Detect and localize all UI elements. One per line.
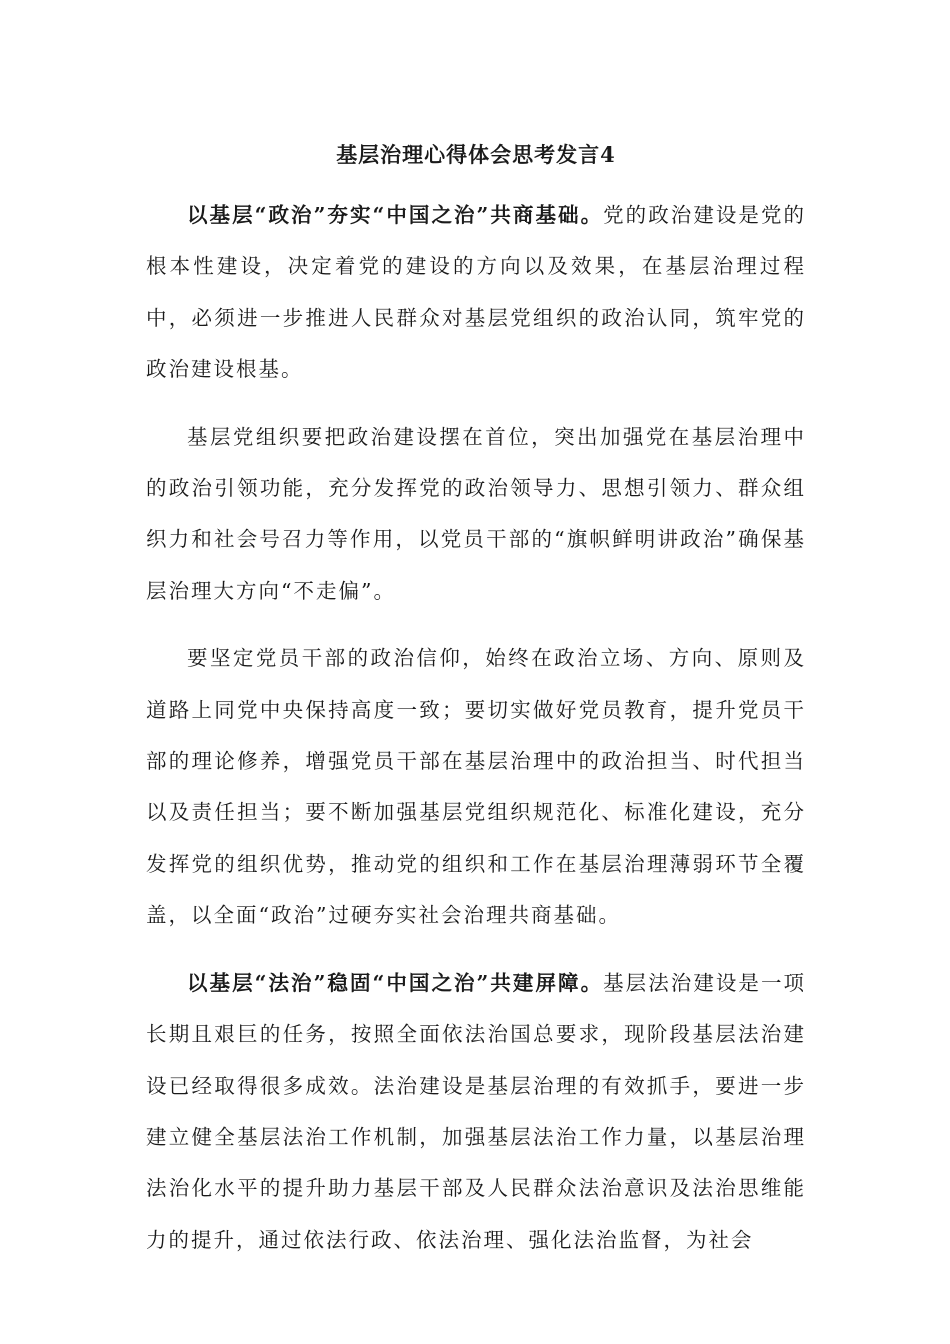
paragraph-2	[146, 412, 806, 618]
paragraph-4	[146, 958, 806, 1266]
paragraph-4-text: 基层法治建设是一项长期且艰巨的任务，按照全面依法治国总要求，现阶段基层法治建设已经取得很多成效。法治建设是基层治理的有效抓手，要进一步建立健全基层法治工作机制，加强基层法治工作力量，以基层治理法治化水平的提升助力基层干部及人民群众法治意识及法治思维能力的提升，通过依法行政、依法治理、强化法治监督，为社会	[146, 970, 807, 1252]
paragraph-3-text: 要坚定党员干部的政治信仰，始终在政治立场、方向、原则及道路上同党中央保持高度一致；要切实做好党员教育，提升党员干部的理论修养，增强党员干部在基层治理中的政治担当、时代担当以及责任担当；要不断加强基层党组织规范化、标准化建设，充分发挥党的组织优势，推动党的组织和工作在基层治理薄弱环节全覆盖，以全面“政治”过硬夯实社会治理共商基础。	[146, 646, 806, 928]
paragraph-1	[146, 190, 806, 396]
document-title: 基层治理心得体会思考发言4	[336, 142, 616, 167]
paragraph-4-lead: 以基层“法治”稳固“中国之治”共建屏障。	[187, 970, 604, 995]
paragraph-1-text: 党的政治建设是党的根本性建设，决定着党的建设的方向以及效果，在基层治理过程中，必须进一步推进人民群众对基层党组织的政治认同，筑牢党的政治建设根基。	[146, 203, 807, 382]
paragraph-2-text: 基层党组织要把政治建设摆在首位，突出加强党在基层治理中的政治引领功能，充分发挥党的政治领导力、思想引领力、群众组织力和社会号召力等作用，以党员干部的“旗帜鲜明讲政治”确保基层治理大方向“不走偏”。	[146, 424, 806, 603]
paragraph-1-lead: 以基层“政治”夯实“中国之治”共商基础。	[187, 203, 604, 227]
document-page	[146, 138, 806, 1282]
paragraph-3	[146, 633, 806, 941]
